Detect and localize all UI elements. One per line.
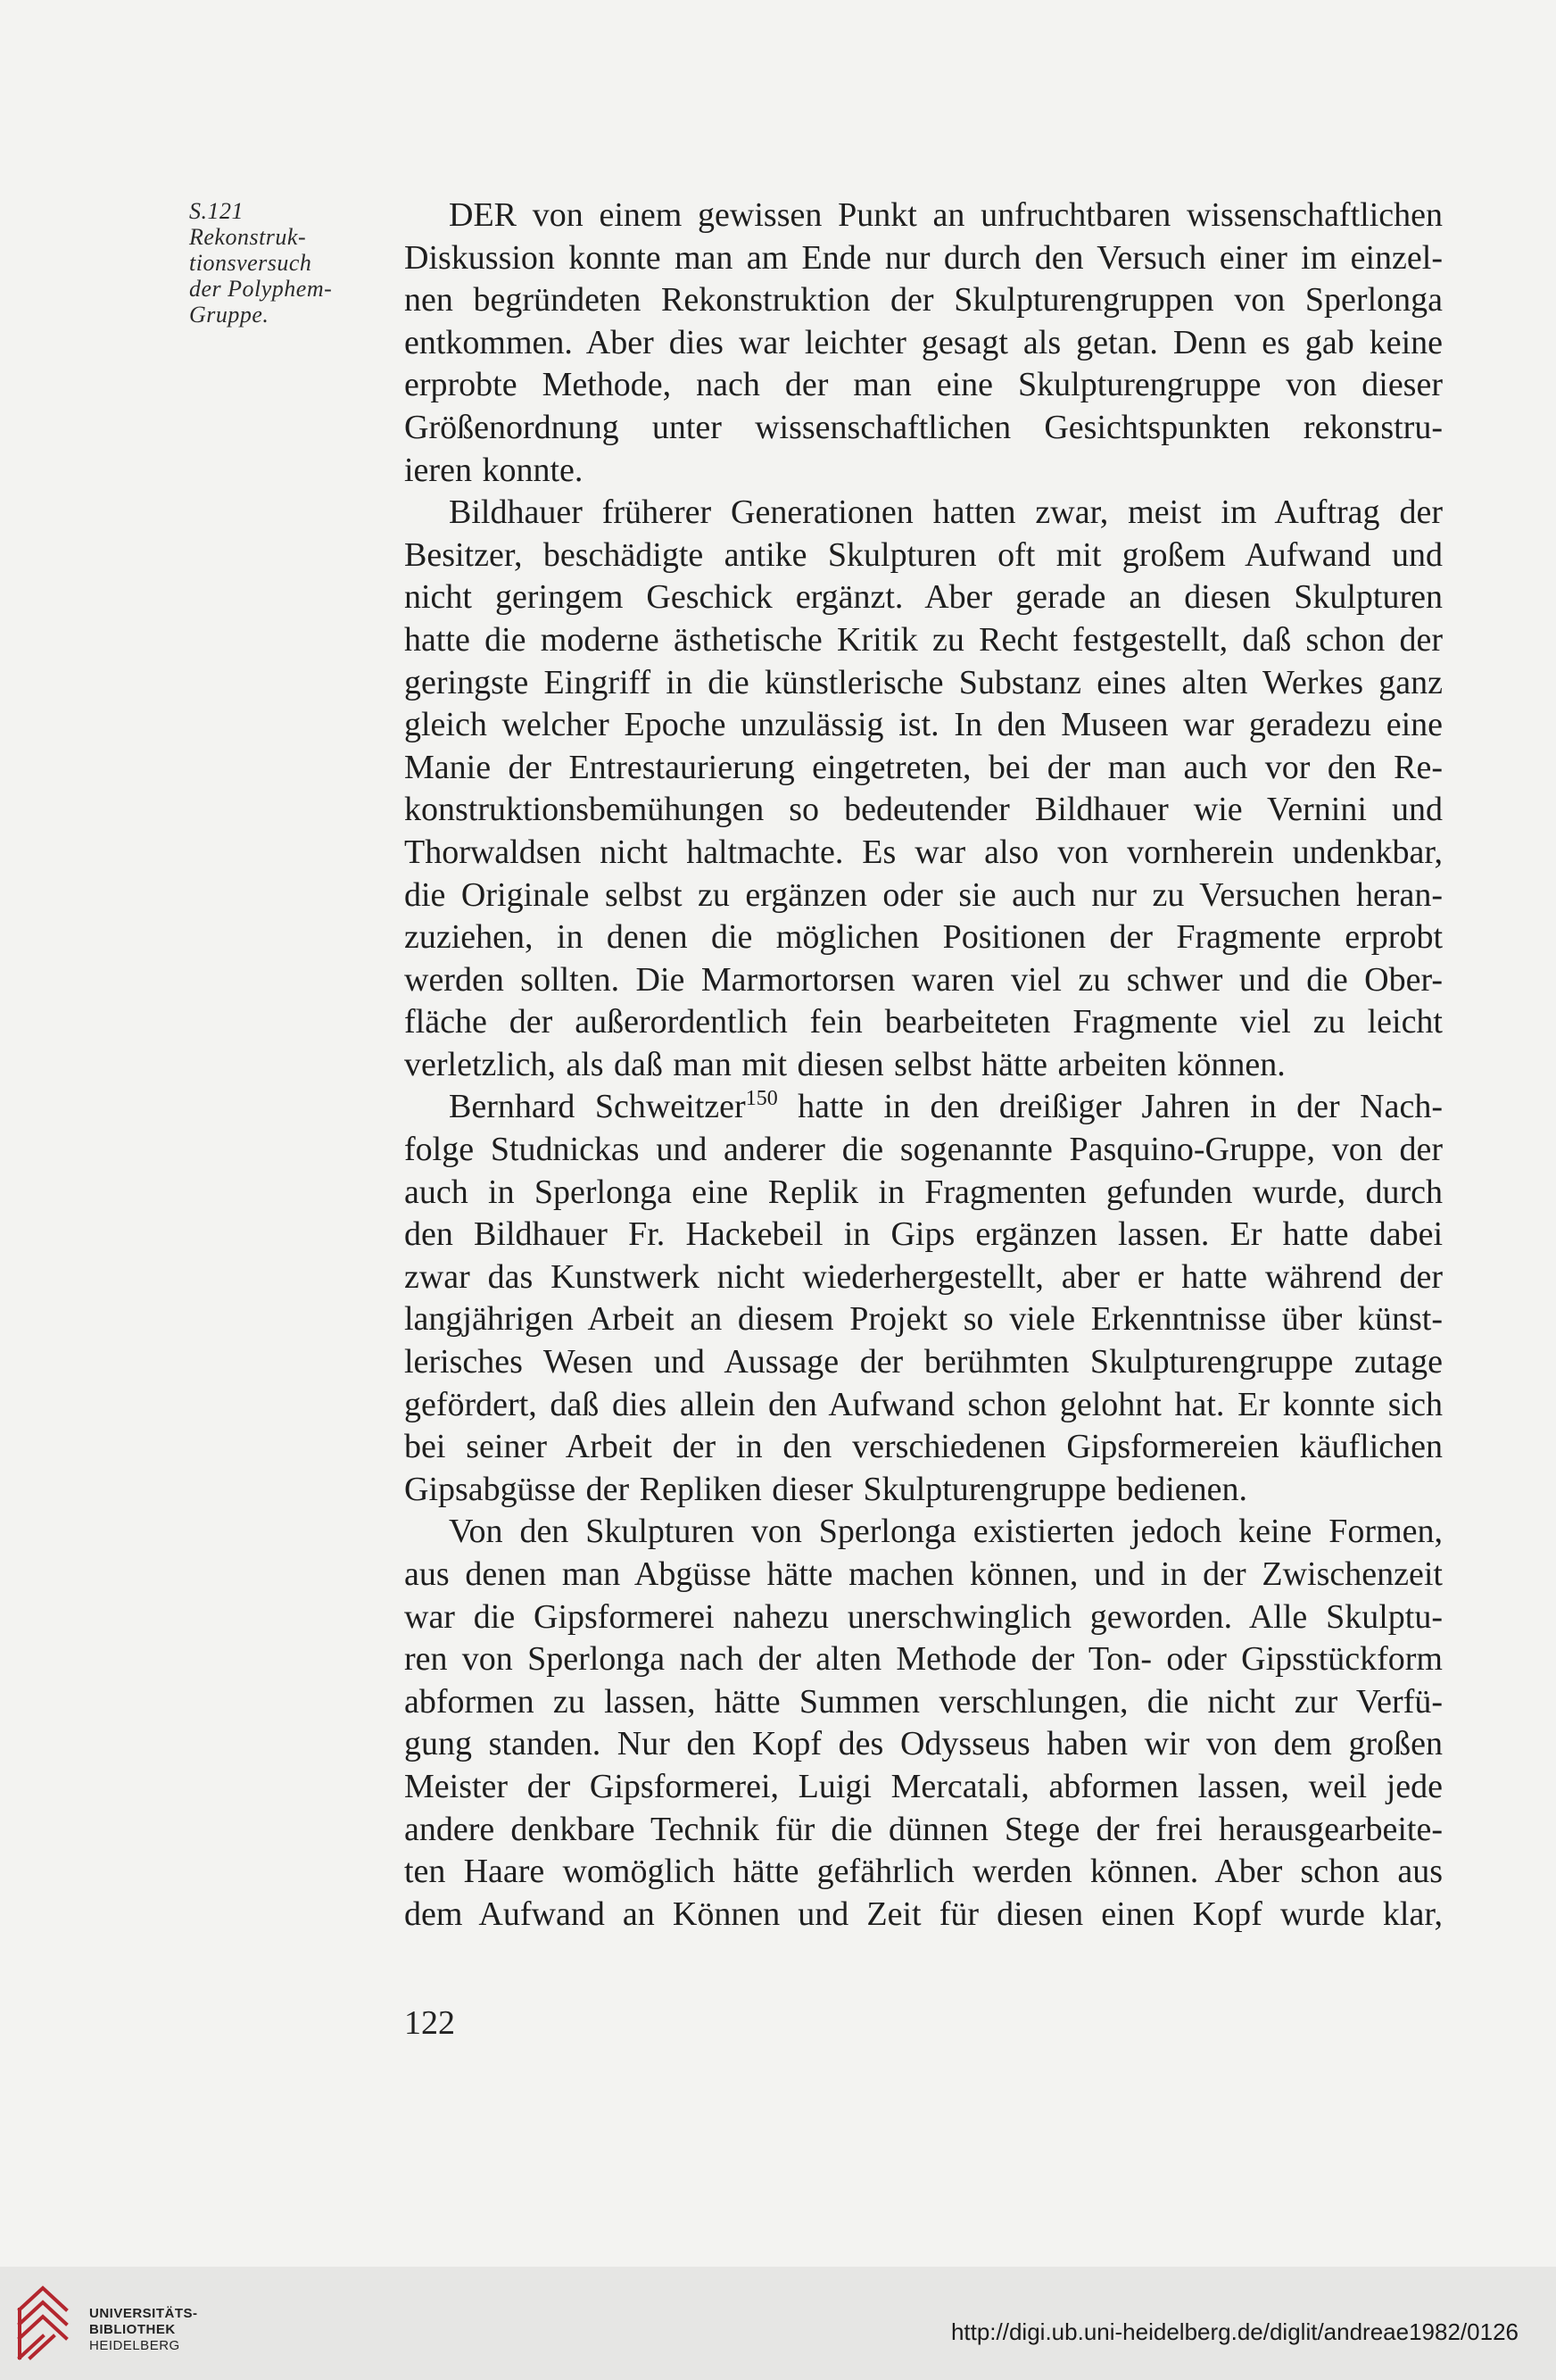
text-line: zwar das Kunstwerk nicht wiederhergestellt, aber er hatte während der (404, 1257, 1443, 1296)
text-segment: hatte in den dreißiger Jahren in der Nach- (777, 1088, 1444, 1126)
margin-note-line: S.121 (189, 198, 244, 224)
text-line: auch in Sperlonga eine Replik in Fragmenten gefunden wurde, durch (404, 1173, 1443, 1211)
text-line: aus denen man Abgüsse hätte machen können, und in der Zwischenzeit (404, 1555, 1443, 1593)
library-logo-text (89, 2306, 198, 2354)
margin-note-line: der Polyphem- (189, 276, 333, 302)
logo-line: BIBLIOTHEK (89, 2322, 176, 2337)
text-line: entkommen. Aber dies war leichter gesagt als getan. Denn es gab keine (404, 323, 1443, 361)
text-line: fläche der außerordentlich fein bearbeiteten Fragmente viel zu leicht (404, 1003, 1443, 1041)
text-line: gung standen. Nur den Kopf des Odysseus haben wir von dem großen (404, 1725, 1443, 1763)
text-line: gefördert, daß dies allein den Aufwand schon gelohnt hat. Er konnte sich (404, 1385, 1443, 1423)
text-line: den Bildhauer Fr. Hackebeil in Gips ergänzen lassen. Er hatte dabei (404, 1215, 1443, 1254)
text-line: andere denkbare Technik für die dünnen Stege der frei herausgearbeite- (404, 1810, 1443, 1848)
text-line: nen begründeten Rekonstruktion der Skulpturengruppen von Sperlonga (404, 281, 1443, 319)
text-line: ren von Sperlonga nach der alten Methode der Ton- oder Gipsstückform (404, 1640, 1443, 1679)
text-line: nicht geringem Geschick ergänzt. Aber gerade an diesen Skulpturen (404, 578, 1443, 617)
logo-line: UNIVERSITÄTS- (89, 2306, 198, 2321)
text-line: gleich welcher Epoche unzulässig ist. In den Museen war geradezu eine (404, 706, 1443, 744)
paragraph-2 (404, 492, 1443, 1086)
library-logo-icon (12, 2283, 84, 2363)
text-line: geringste Eingriff in die künstlerische Substanz eines alten Werkes ganz (404, 663, 1443, 701)
text-line: ten Haare womöglich hätte gefährlich werden können. Aber schon aus (404, 1853, 1443, 1891)
margin-note (189, 198, 368, 328)
text-line: hatte die moderne ästhetische Kritik zu Recht festgestellt, daß schon der (404, 620, 1443, 659)
text-line (404, 1086, 1443, 1129)
paragraph-4 (404, 1511, 1443, 1936)
margin-note-line: Rekonstruk- (189, 224, 307, 250)
text-line: Diskussion konnte man am Ende nur durch den Versuch einer im einzel- (404, 238, 1443, 277)
text-line: DER von einem gewissen Punkt an unfruchtbaren wissenschaftlichen (449, 196, 1443, 234)
text-line: Manie der Entrestaurierung eingetreten, bei der man auch vor den Re- (404, 748, 1443, 786)
page-number: 122 (404, 2004, 455, 2042)
text-line: bei seiner Arbeit der in den verschiedenen Gipsformereien käuflichen (404, 1428, 1443, 1466)
text-line: Bildhauer früherer Generationen hatten zwar, meist im Auftrag der (449, 493, 1443, 532)
text-line: folge Studnickas und anderer die sogenannte Pasquino-Gruppe, von der (404, 1131, 1443, 1169)
text-line: die Originale selbst zu ergänzen oder sie auch nur zu Versuchen heran- (404, 875, 1443, 914)
text-line: werden sollten. Die Marmortorsen waren viel zu schwer und die Ober- (404, 960, 1443, 999)
body-text (404, 195, 1443, 1936)
text-line: verletzlich, als daß man mit diesen selbst hätte arbeiten können. (404, 1045, 1286, 1083)
text-line: erprobte Methode, nach der man eine Skulpturengruppe von dieser (404, 366, 1443, 404)
source-url-link[interactable]: http://digi.ub.uni-heidelberg.de/diglit/andreae1982/0126 (950, 2318, 1519, 2345)
logo-line: HEIDELBERG (89, 2338, 180, 2353)
text-line: ieren konnte. (404, 451, 584, 489)
margin-note-line: Gruppe. (189, 302, 269, 328)
text-line: langjährigen Arbeit an diesem Projekt so viele Erkenntnisse über künst- (404, 1300, 1443, 1339)
text-segment: Bernhard Schweitzer (449, 1088, 746, 1126)
text-line: abformen zu lassen, hätte Summen verschlungen, die nicht zur Verfü- (404, 1682, 1443, 1721)
paragraph-3 (404, 1086, 1443, 1511)
text-line: dem Aufwand an Können und Zeit für diesen einen Kopf wurde klar, (404, 1895, 1443, 1933)
text-line: Thorwaldsen nicht haltmachte. Es war also von vornherein undenkbar, (404, 833, 1443, 871)
text-line: Größenordnung unter wissenschaftlichen Gesichtspunkten rekonstru- (404, 408, 1443, 446)
text-line: Besitzer, beschädigte antike Skulpturen oft mit großem Aufwand und (404, 535, 1443, 574)
text-line: Von den Skulpturen von Sperlonga existierten jedoch keine Formen, (449, 1513, 1443, 1551)
text-line: Gipsabgüsse der Repliken dieser Skulpturengruppe bedienen. (404, 1470, 1247, 1508)
text-line: war die Gipsformerei nahezu unerschwinglich geworden. Alle Skulptu- (404, 1597, 1443, 1636)
paragraph-1 (404, 195, 1443, 492)
margin-note-line: tionsversuch (189, 250, 312, 276)
library-footer (0, 2267, 1556, 2380)
text-line: Meister der Gipsformerei, Luigi Mercatali, abformen lassen, weil jede (404, 1767, 1443, 1805)
text-line: konstruktionsbemühungen so bedeutender Bildhauer wie Vernini und (404, 791, 1443, 829)
text-line: lerisches Wesen und Aussage der berühmten Skulpturengruppe zutage (404, 1343, 1443, 1381)
text-line: zuziehen, in denen die möglichen Positionen der Fragmente erprobt (404, 918, 1443, 957)
footnote-marker: 150 (745, 1087, 778, 1111)
